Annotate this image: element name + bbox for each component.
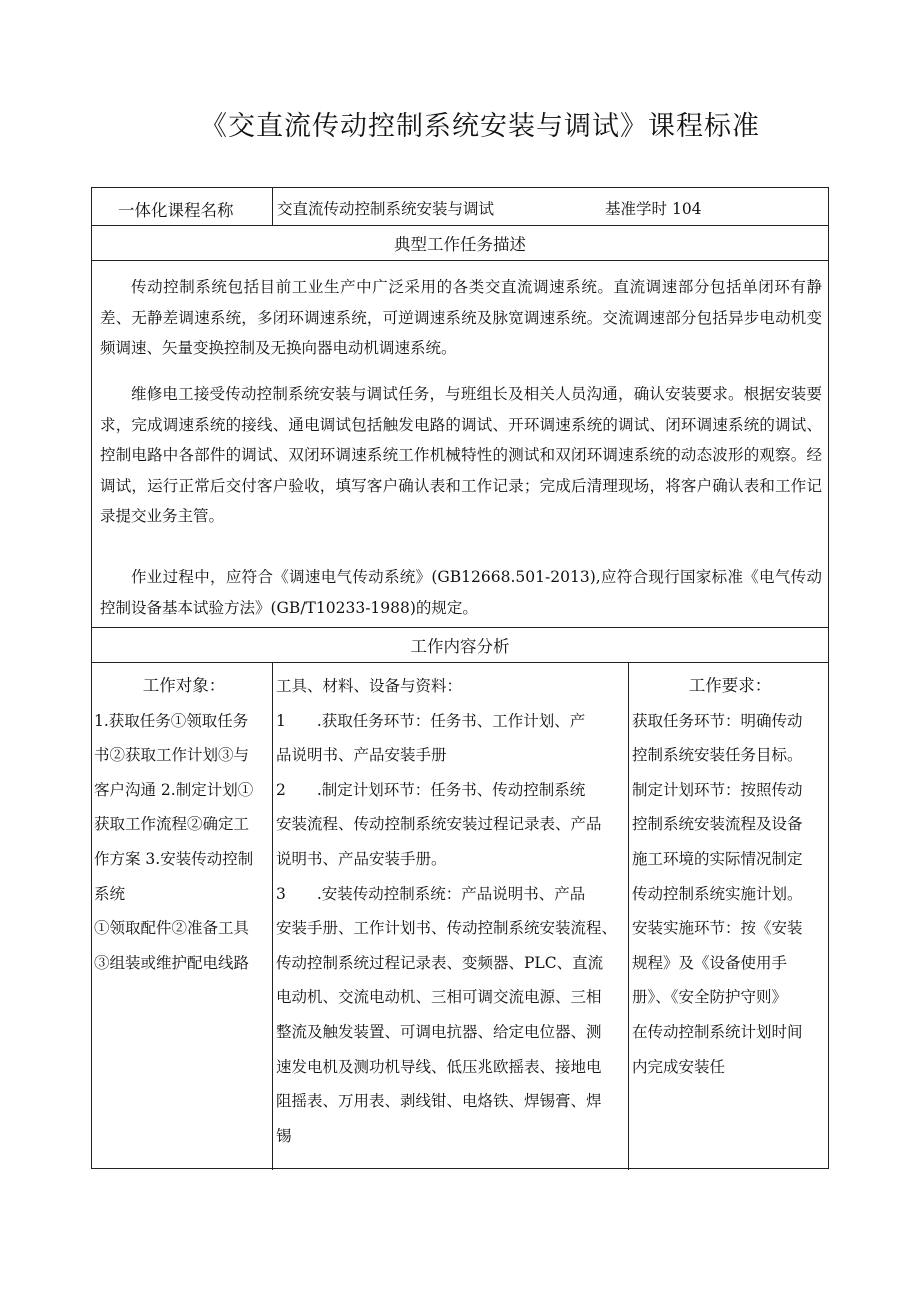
content-analysis-heading: 工作内容分析 xyxy=(410,637,510,656)
course-name-label: 一体化课程名称 xyxy=(118,201,234,220)
requirements-line: 施工环境的实际情况制定 xyxy=(632,849,803,868)
table-rule xyxy=(628,662,629,1170)
work-objects-line: ③组装或维护配电线路 xyxy=(94,953,250,972)
requirements-header: 工作要求： xyxy=(688,676,772,695)
table-rule xyxy=(92,662,828,663)
tools-column xyxy=(276,669,628,1153)
base-hours-label: 基准学时 xyxy=(605,200,668,218)
work-objects-header: 工作对象： xyxy=(142,676,226,695)
work-objects-line: 1.获取任务①领取任务 xyxy=(94,711,249,730)
course-name-value: 交直流传动控制系统安装与调试 xyxy=(277,200,495,218)
tools-line: 安装流程、传动控制系统安装过程记录表、产品 xyxy=(276,815,602,834)
table-rule xyxy=(92,225,828,226)
table-rule xyxy=(92,627,828,628)
requirements-line: 获取任务环节：明确传动 xyxy=(632,711,803,730)
tools-line: 速发电机及测功机导线、低压兆欧摇表、接地电 xyxy=(276,1057,602,1076)
tools-line: 2 .制定计划环节：任务书、传动控制系统 xyxy=(276,780,586,799)
requirements-line: 控制系统安装流程及设备 xyxy=(632,815,803,834)
document-title: 《交直流传动控制系统安装与调试》课程标准 xyxy=(200,111,760,142)
requirements-line: 在传动控制系统计划时间 xyxy=(632,1022,803,1041)
tools-line: 阻摇表、万用表、剥线钳、电烙铁、焊锡膏、焊 xyxy=(276,1092,602,1111)
work-objects-line: ①领取配件②准备工具 xyxy=(94,919,250,938)
requirements-line: 传动控制系统实施计划。 xyxy=(632,884,803,903)
tools-line: 传动控制系统过程记录表、变频器、PLC、直流 xyxy=(276,953,604,972)
tools-line: 1 .获取任务环节：任务书、工作计划、产 xyxy=(276,711,586,730)
requirements-line: 内完成安装任 xyxy=(632,1057,726,1076)
task-description-paragraph: 传动控制系统包括目前工业生产中广泛采用的各类交直流调速系统。直流调速部分包括单闭环有静差、无静差调速系统，多闭环调速系统，可逆调速系统及脉宽调速系统。交流调速部分包括异步电动机变频调速、矢量变换控制及无换向器电动机调速系统。 xyxy=(100,278,822,357)
task-description-paragraph: 作业过程中，应符合《调速电气传动系统》(GB12668.501-2013),应符合现行国家标准《电气传动控制设备基本试验方法》(GB/T10233-1988)的规定。 xyxy=(100,568,822,617)
task-description-heading: 典型工作任务描述 xyxy=(394,235,526,254)
tools-line: 整流及触发装置、可调电抗器、给定电位器、测 xyxy=(276,1022,602,1041)
requirements-line: 册》、《安全防护守则》 xyxy=(632,988,788,1007)
requirements-line: 规程》及《设备使用手 xyxy=(632,953,788,972)
work-objects-column xyxy=(92,669,274,980)
work-objects-line: 获取工作流程②确定工 xyxy=(94,815,250,834)
tools-header: 工具、材料、设备与资料： xyxy=(276,677,463,695)
work-objects-line: 系统 xyxy=(94,884,126,903)
tools-line: 说明书、产品安装手册。 xyxy=(276,849,447,868)
tools-line: 锡 xyxy=(276,1126,292,1145)
work-objects-line: 客户沟通 2.制定计划① xyxy=(94,780,254,799)
work-objects-line: 作方案 3.安装传动控制 xyxy=(94,849,254,868)
work-objects-line: 书②获取工作计划③与 xyxy=(94,746,250,765)
tools-line: 品说明书、产品安装手册 xyxy=(276,746,447,765)
tools-line: 安装手册、工作计划书、传动控制系统安装流程、 xyxy=(276,919,618,938)
task-description-paragraph: 维修电工接受传动控制系统安装与调试任务，与班组长及相关人员沟通，确认安装要求。根据安装要求，完成调速系统的接线、通电调试包括触发电路的调试、开环调速系统的调试、闭环调速系统的调试、控制电路中各部件的调试、双闭环调速系统工作机械特性的测试和双闭环调速系统的动态波形的观察。经调试，运行正常后交付客户验收，填写客户确认表和工作记录；完成后清理现场，将客户确认表和工作记录提交业务主管。 xyxy=(100,385,822,525)
base-hours-value: 104 xyxy=(671,200,702,218)
base-hours xyxy=(605,197,702,219)
requirements-line: 控制系统安装任务目标。 xyxy=(632,746,803,765)
table-rule xyxy=(272,188,273,225)
tools-line: 3 .安装传动控制系统：产品说明书、产品 xyxy=(276,884,586,903)
table-rule xyxy=(92,260,828,261)
tools-line: 电动机、交流电动机、三相可调交流电源、三相 xyxy=(276,988,602,1007)
course-standard-table xyxy=(91,187,829,1169)
requirements-column xyxy=(632,669,828,1084)
requirements-line: 安装实施环节：按《安装 xyxy=(632,919,803,938)
requirements-line: 制定计划环节：按照传动 xyxy=(632,780,803,799)
